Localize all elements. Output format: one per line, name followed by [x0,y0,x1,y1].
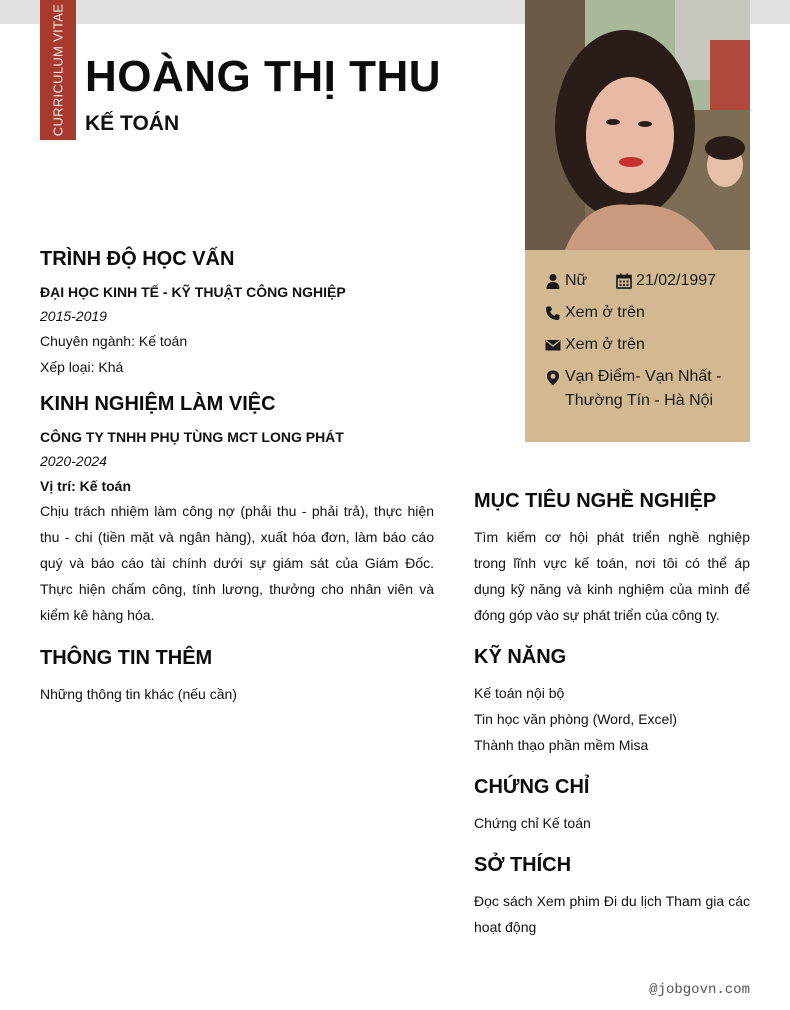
phone-icon [545,305,561,321]
objective-heading: MỤC TIÊU NGHỀ NGHIỆP [474,490,717,512]
job-title: KẾ TOÁN [85,112,180,135]
candidate-name: HOÀNG THỊ THU [85,52,442,101]
person-icon [545,273,561,289]
objective-text: Tìm kiếm cơ hội phát triển nghề nghiệp trong lĩnh vực kế toán, nơi tôi có thể áp dụng kỹ năng và kinh nghiệm của mình để đóng góp vào sự phát triển của công ty. [474,529,750,623]
profile-photo-illustration [525,0,750,250]
skill-item: Kế toán nội bộ [474,685,565,701]
cv-vertical-tag [40,0,76,140]
education-school: ĐẠI HỌC KINH TẾ - KỸ THUẬT CÔNG NGHIỆP [40,284,346,300]
certificates-heading: CHỨNG CHỈ [474,776,590,798]
profile-photo [525,0,750,250]
address-line-1: Vạn Điểm- Vạn Nhất - [565,368,722,385]
phone-value: Xem ở trên [565,304,645,321]
contact-info-box [525,250,750,442]
skill-item: Thành thạo phần mềm Misa [474,737,649,753]
certificate-item: Chứng chỉ Kế toán [474,815,591,831]
education-grade: Xếp loại: Khá [40,359,124,375]
dob-value: 21/02/1997 [636,272,717,289]
address-row [545,365,745,413]
email-value: Xem ở trên [565,336,645,353]
cv-tag-text: CURRICULUM VITAE [50,3,66,137]
education-major: Chuyên ngành: Kế toán [40,333,188,349]
skills-heading: KỸ NĂNG [474,646,567,668]
email-row [545,333,735,357]
experience-company: CÔNG TY TNHH PHỤ TÙNG MCT LONG PHÁT [40,429,344,445]
experience-description: Chịu trách nhiệm làm công nợ (phải thu - phải trả), thực hiện thu - chi (tiền mặt và ngân hàng), xuất hóa đơn, làm báo cáo quý và báo cáo tài chính dưới sự giám sát của Giám Đốc. Thực hiện chấm công, tính lương, thưởng cho nhân viên và kiểm kê hàng hóa. [40,503,434,623]
phone-row [545,301,735,325]
additional-text: Những thông tin khác (nếu cần) [40,686,237,702]
envelope-icon [545,337,561,353]
gender-value: Nữ [565,272,588,289]
additional-heading: THÔNG TIN THÊM [40,647,213,669]
hobbies-heading: SỞ THÍCH [474,854,572,876]
dob-row [616,269,736,293]
experience-period: 2020-2024 [40,453,107,469]
education-period: 2015-2019 [40,308,107,324]
location-pin-icon [545,369,561,387]
education-heading: TRÌNH ĐỘ HỌC VẤN [40,248,235,270]
calendar-icon [616,273,632,289]
experience-position: Vị trí: Kế toán [40,478,132,494]
experience-heading: KINH NGHIỆM LÀM VIỆC [40,393,276,415]
skill-item: Tin học văn phòng (Word, Excel) [474,711,678,727]
footer-watermark: @jobgovn.com [649,982,750,998]
address-line-2: Thường Tín - Hà Nội [565,392,714,409]
hobbies-text: Đọc sách Xem phim Đi du lịch Tham gia các hoạt động [474,893,750,935]
